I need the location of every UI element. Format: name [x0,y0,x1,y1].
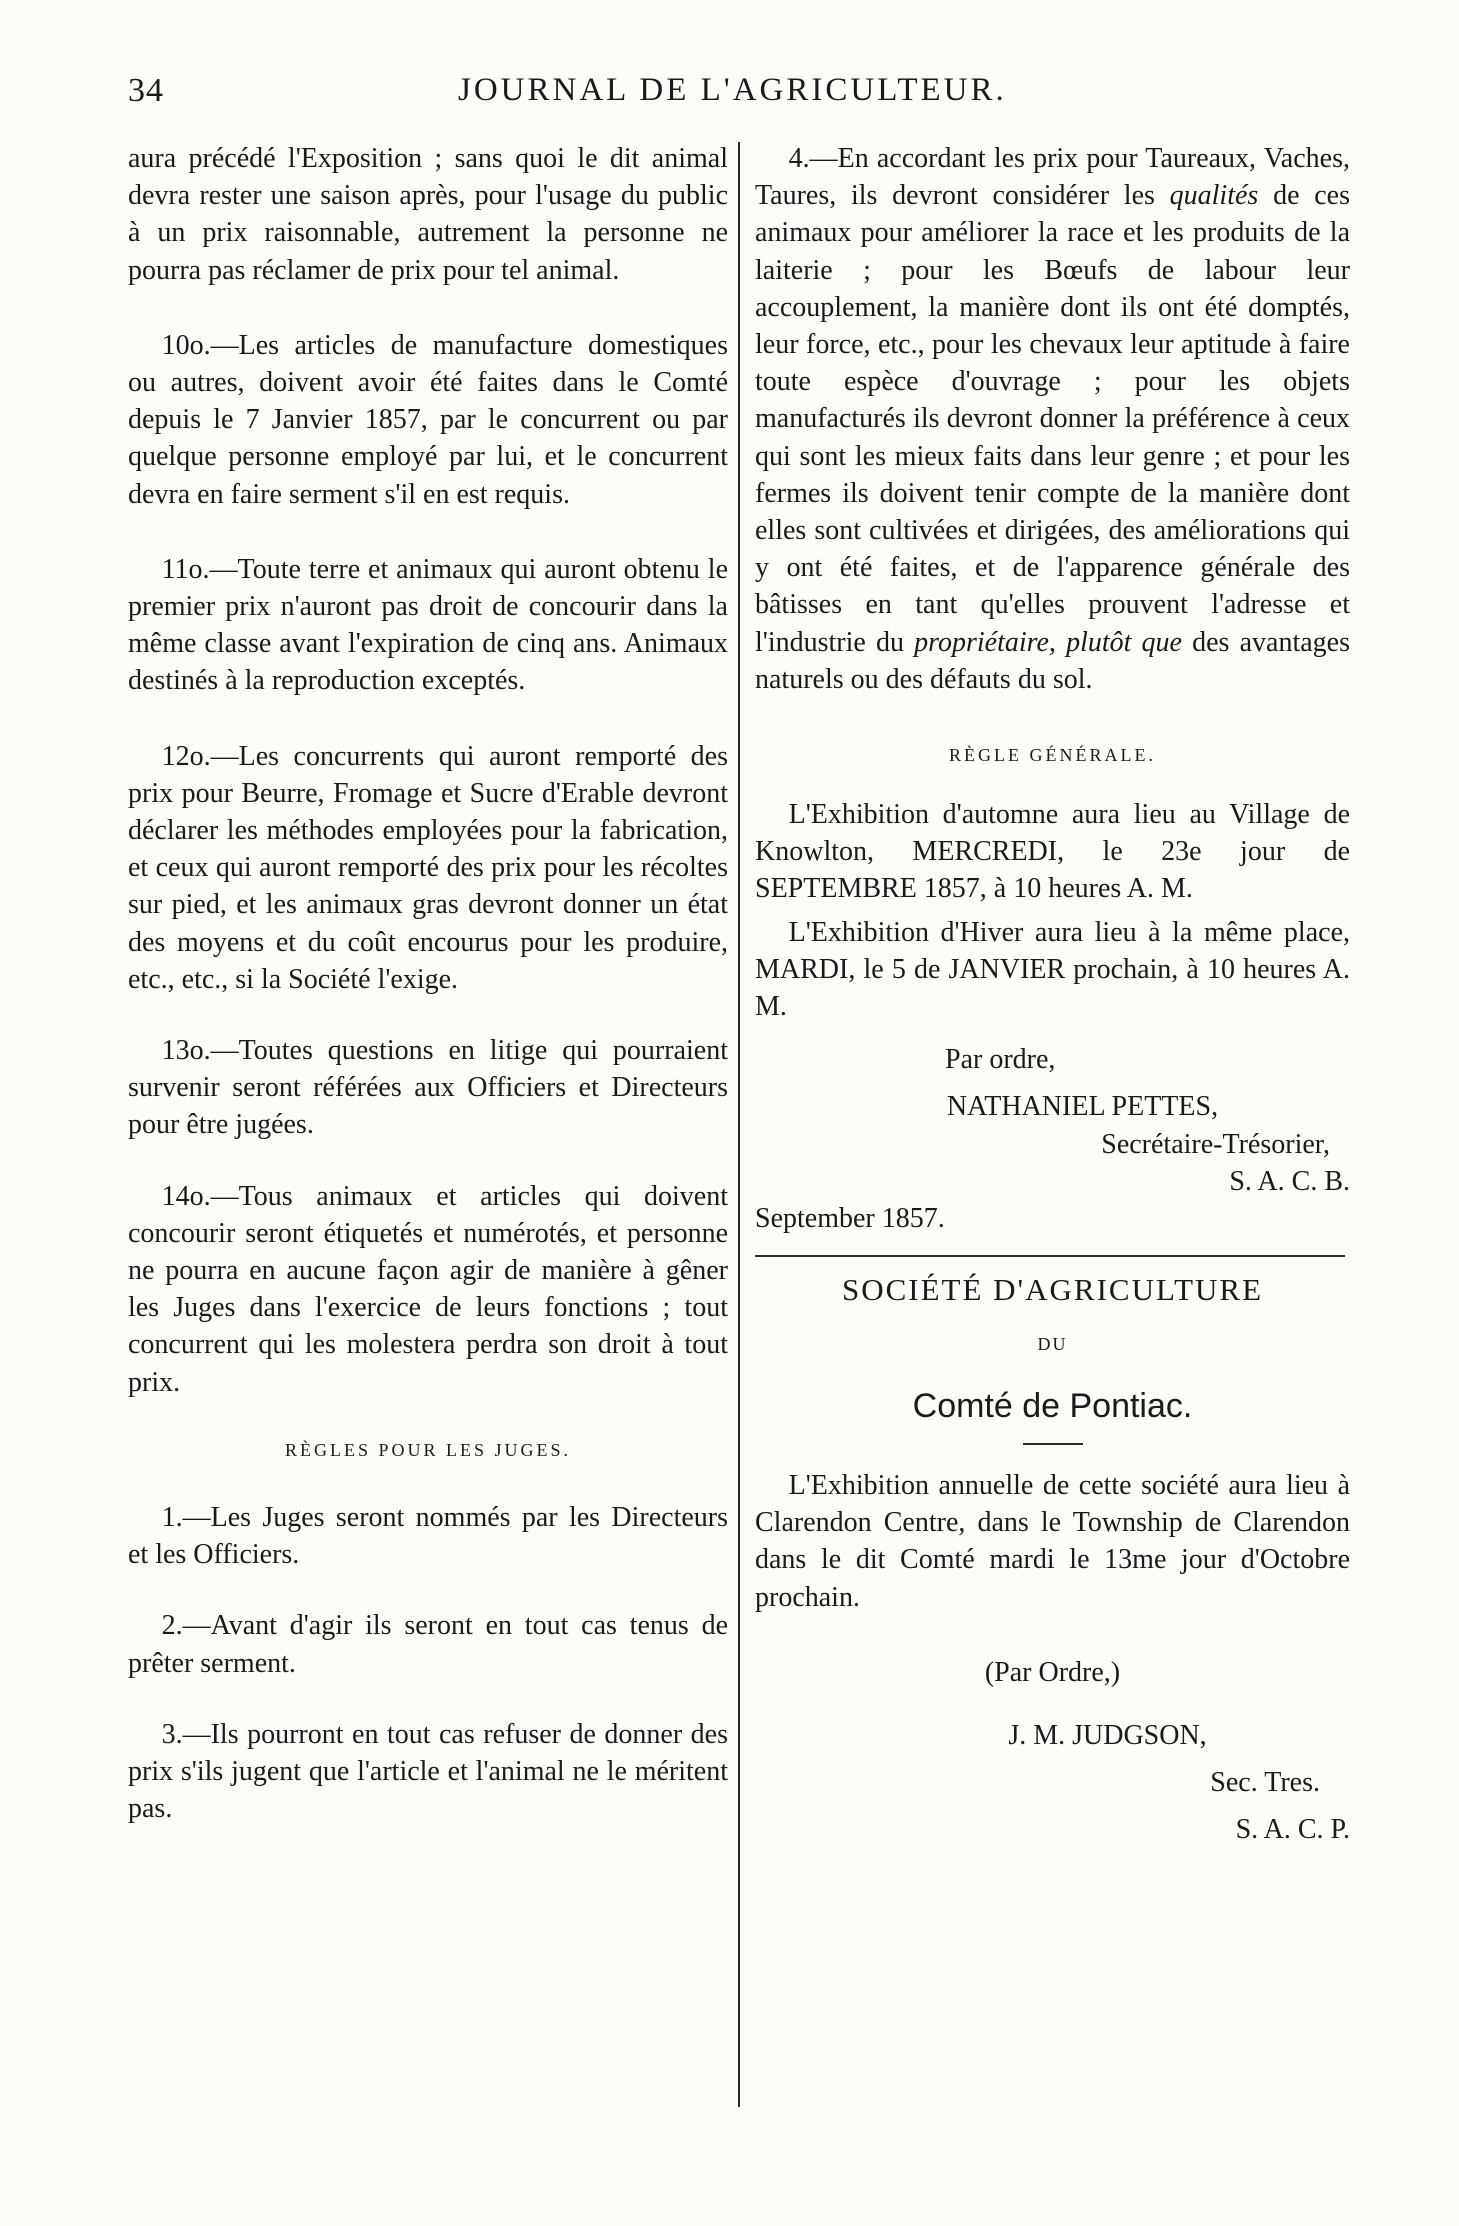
left-column [128,140,728,1827]
rule-14: 14o.—Tous animaux et articles qui doivent concourir seront étiquetés et numérotés, et personne ne pourra en aucune façon agir de manière à gêner les Juges dans l'exercice de leurs fonctions ; tout concurrent qui les molestera perdra son droit à tout prix. [128,1180,728,1398]
rule-4-text-b: de ces animaux pour améliorer la race et les produits de la laiterie ; pour les Bœufs de labour leur accouplement, la manière dont ils ont été domptés, leur force, etc., pour les chevaux leur aptitude à faire toute espèce d'ouvrage ; pour les objets manufacturés ils devront donner la préférence à ceux qui sont les mieux faits dans leur genre ; et pour les fermes ils doivent tenir compte de la manière dont elles sont cultivées et dirigées, des améliorations qui y ont été faites, et de l'apparence générale des bâtisses en tant qu'elles prouvent l'adresse et l'industrie du [755,180,1350,658]
judges-rule-2: 2.—Avant d'agir ils seront en tout cas tenus de prêter serment. [128,1610,728,1679]
par-ordre-2: (Par Ordre,) [984,1656,1121,1688]
rule-4-text-c: des avantages naturels ou des défauts du sol. [755,626,1350,695]
par-ordre: Par ordre, [945,1044,1056,1076]
rule-4-text-a: 4.—En accordant les prix pour Taureaux, Vaches, Taures, ils devront considérer les [755,143,1350,212]
judges-rule-1: 1.—Les Juges seront nommés par les Directeurs et les Officiers. [128,1501,728,1571]
signer-title: Secrétaire-Trésorier, [1101,1128,1330,1160]
paragraph-continued: aura précédé l'Exposition ; sans quoi le dit animal devra rester une saison après, pour l'usage du public à un prix raisonnable, autrement la personne ne pourra pas réclamer de prix pour tel animal. [128,143,728,286]
judges-rules-heading: RÈGLES POUR LES JUGES. [284,1439,572,1460]
rule-10: 10o.—Les articles de manufacture domestiques ou autres, doivent avoir été faites dans le Comté depuis le 7 Janvier 1857, par le concurrent ou par quelque personne employé par lui, et le concurrent devra en faire serment s'il en est requis. [128,329,728,510]
column-divider [738,142,740,2107]
page-number: 34 [128,72,164,109]
society-title: SOCIÉTÉ D'AGRICULTURE [841,1272,1264,1308]
rule-13: 13o.—Toutes questions en litige qui pourraient survenir seront référées aux Officiers et Directeurs pour être jugées. [128,1035,728,1141]
signer-2-org: S. A. C. P. [1235,1814,1350,1846]
signer-org: S. A. C. B. [1229,1165,1350,1197]
page-header [128,72,1348,122]
section-divider [755,1255,1345,1257]
short-divider [1023,1443,1083,1445]
journal-title: JOURNAL DE L'AGRICULTEUR. [458,72,1007,108]
rule-4-proprietaire: propriétaire, plutôt que [914,626,1182,658]
rule-4-qualites: qualités [1169,180,1259,212]
notice-date: September 1857. [755,1203,945,1235]
right-column [755,140,1350,1849]
judges-rule-4 [755,140,1350,698]
county-title: Comté de Pontiac. [912,1386,1193,1425]
autumn-exhibition: L'Exhibition d'automne aura lieu au Village de Knowlton, MERCREDI, le 23e jour de SEPTEMBRE 1857, à 10 heures A. M. [755,799,1350,905]
signer-2-name: J. M. JUDGSON, [1008,1719,1207,1751]
winter-exhibition: L'Exhibition d'Hiver aura lieu à la même place, MARDI, le 5 de JANVIER prochain, à 10 heures A. M. [755,916,1350,1023]
society-du: DU [1037,1334,1068,1355]
signer-2-title: Sec. Tres. [1210,1767,1320,1799]
general-rule-heading: RÈGLE GÉNÉRALE. [949,745,1156,766]
rule-12: 12o.—Les concurrents qui auront remporté des prix pour Beurre, Fromage et Sucre d'Erable devront déclarer les méthodes employées pour la fabrication, et ceux qui auront remporté des prix pour les récoltes sur pied, et les animaux gras devront donner un état des moyens et du coût encourus pour les produire, etc., etc., si la Société l'exige. [128,740,728,995]
rule-11: 11o.—Toute terre et animaux qui auront obtenu le premier prix n'auront pas droit de concourir dans la même classe avant l'expiration de cinq ans. Animaux destinés à la reproduction exceptés. [128,553,728,697]
judges-rule-3: 3.—Ils pourront en tout cas refuser de donner des prix s'ils jugent que l'article et l'animal ne le méritent pas. [128,1718,728,1825]
pontiac-notice: L'Exhibition annuelle de cette société aura lieu à Clarendon Centre, dans le Township de Clarendon dans le dit Comté mardi le 13me jour d'Octobre prochain. [755,1469,1350,1613]
signer-name: NATHANIEL PETTES, [946,1091,1219,1123]
